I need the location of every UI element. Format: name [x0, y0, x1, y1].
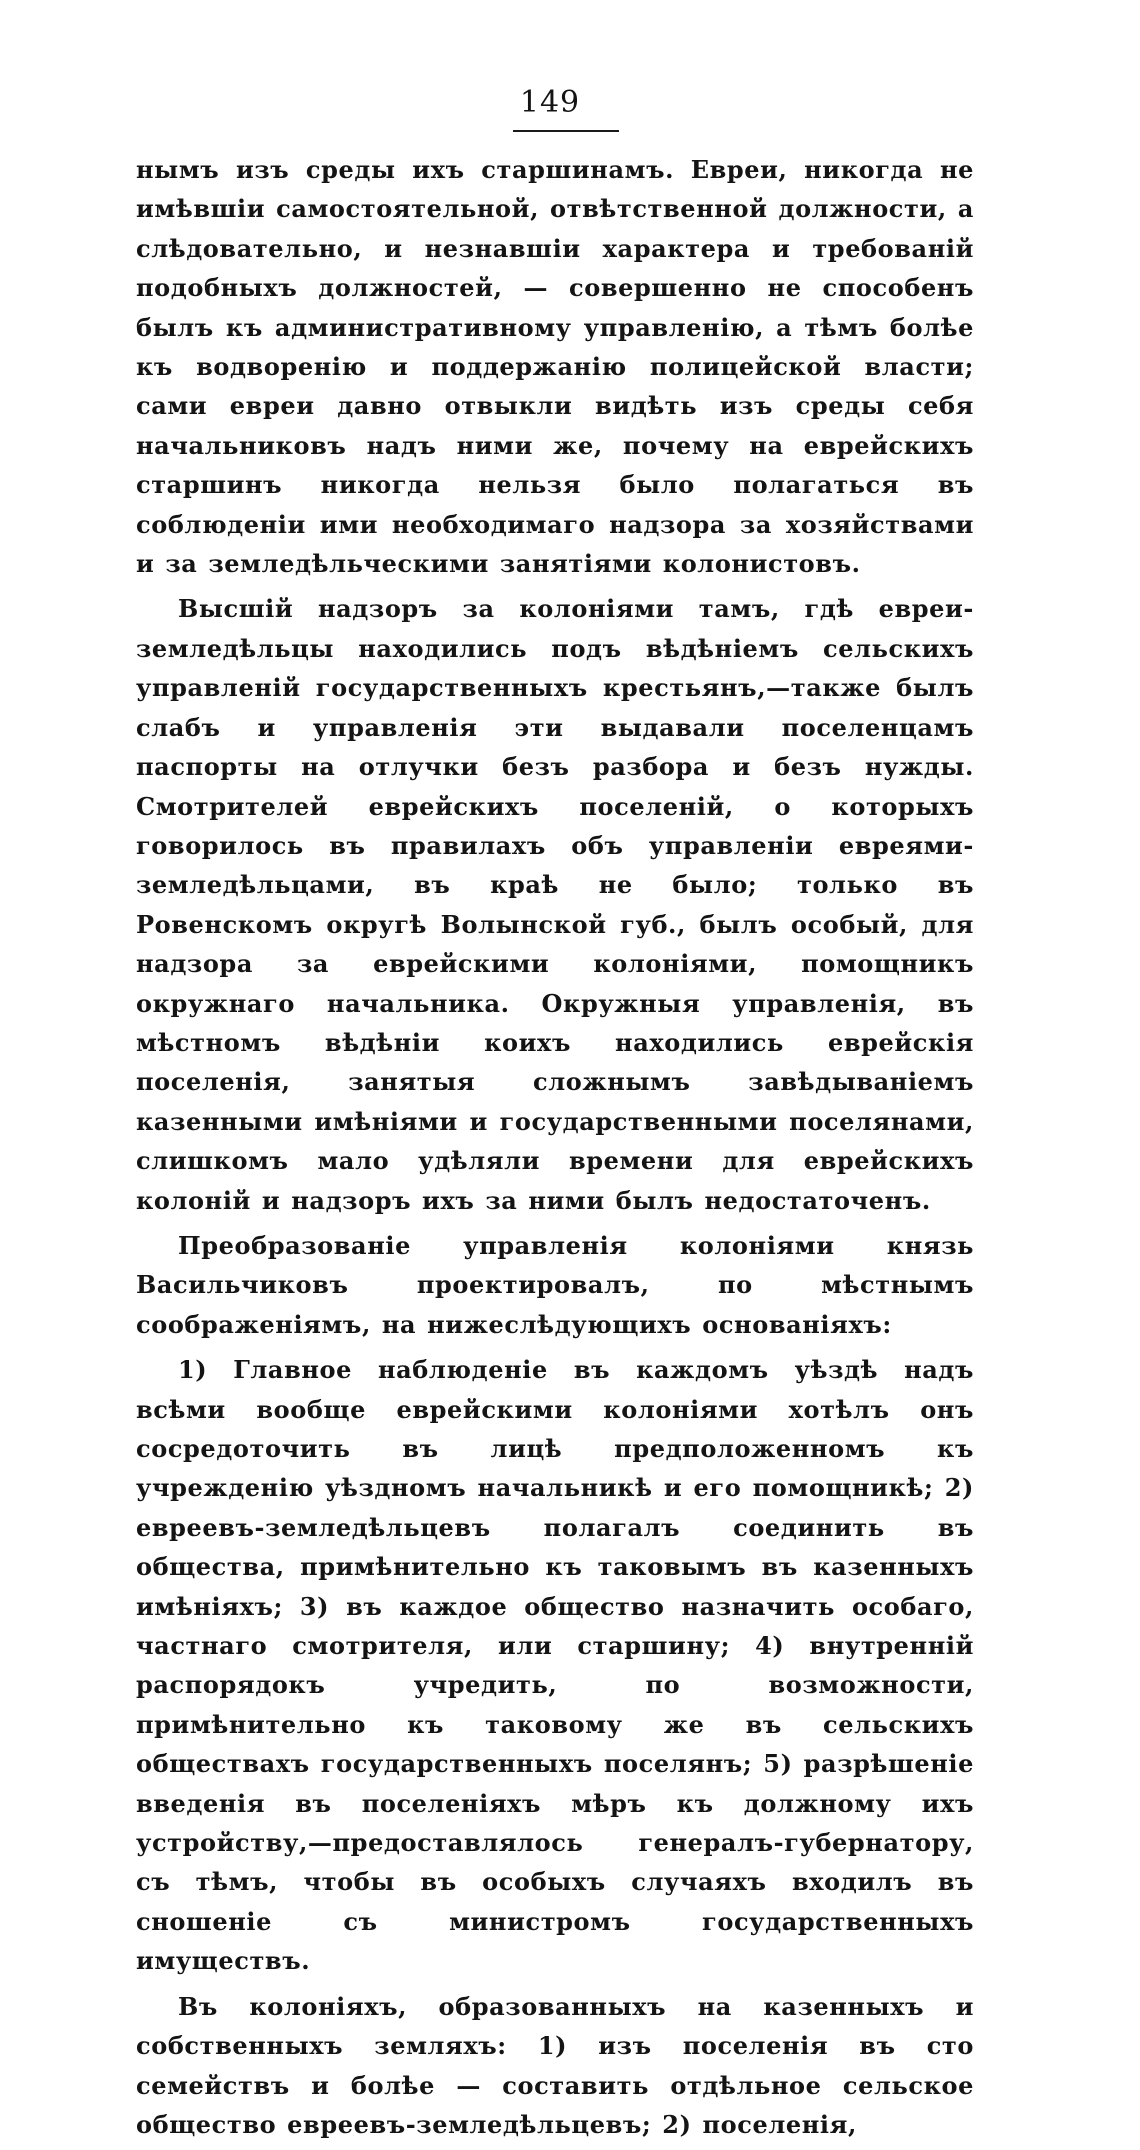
header-rule — [513, 130, 619, 132]
paragraph-5: Въ колоніяхъ, образованныхъ на казенныхъ и собственныхъ земляхъ: 1) изъ поселенія въ сто семействъ и болѣе — составить отдѣльное сельское общество евреевъ-земледѣльцевъ; 2) поселенія, — [136, 1991, 974, 2139]
paragraph-1: нымъ изъ среды ихъ старшинамъ. Евреи, никогда не имѣвшіи самостоятельной, отвѣтственной должности, а слѣдовательно, и незнавшіи характера и требованій подобныхъ должностей, — совершенно не способенъ былъ къ административному управленію, а тѣмъ болѣе къ водворенію и поддержанію полицейской власти; сами евреи давно отвыкли видѣть изъ среды себя начальниковъ надъ ними же, почему на еврейскихъ старшинъ никогда нельзя было полагаться въ соблюденіи ими необходимаго надзора за хозяйствами и за земледѣльческими занятіями колонистовъ. — [136, 155, 974, 579]
body-text — [136, 150, 974, 2150]
paragraph-3: Преобразованіе управленія колоніями князь Васильчиковъ проектировалъ, по мѣстнымъ соображеніямъ, на нижеслѣдующихъ основаніяхъ: — [136, 1230, 974, 1339]
page-number: 149 — [519, 85, 581, 120]
paragraph-2: Высшій надзоръ за колоніями тамъ, гдѣ евреи-земледѣльцы находились подъ вѣдѣніемъ сельскихъ управленій государственныхъ крестьянъ,—также былъ слабъ и управленія эти выдавали поселенцамъ паспорты на отлучки безъ разбора и безъ нужды. Смотрителей еврейскихъ поселеній, о которыхъ говорилось въ правилахъ объ управленіи евреями-земледѣльцами, въ краѣ не было; только въ Ровенскомъ округѣ Волынской губ., былъ особый, для надзора за еврейскими колоніями, помощникъ окружнаго начальника. Окружныя управленія, въ мѣстномъ вѣдѣніи коихъ находились еврейскія поселенія, занятыя сложнымъ завѣдываніемъ казенными имѣніями и государственными поселянами, слишкомъ мало удѣляли времени для еврейскихъ колоній и надзоръ ихъ за ними былъ недостаточенъ. — [136, 594, 974, 1215]
paragraph-4: 1) Главное наблюденіе въ каждомъ уѣздѣ надъ всѣми вообще еврейскими колоніями хотѣлъ онъ сосредоточить въ лицѣ предположенномъ къ учрежденію уѣздномъ начальникѣ и его помощникѣ; 2) евреевъ-земледѣльцевъ полагалъ соединить въ общества, примѣнительно къ таковымъ въ казенныхъ имѣніяхъ; 3) въ каждое общество назначить особаго, частнаго смотрителя, или старшину; 4) внутренній распорядокъ учредить, по возможности, примѣнительно къ таковому же въ сельскихъ обществахъ государственныхъ поселянъ; 5) разрѣшеніе введенія въ поселеніяхъ мѣръ къ должному ихъ устройству,—предоставлялось генералъ-губернатору, съ тѣмъ, чтобы въ особыхъ случаяхъ входилъ въ сношеніе съ министромъ государственныхъ имуществъ. — [136, 1355, 974, 1976]
